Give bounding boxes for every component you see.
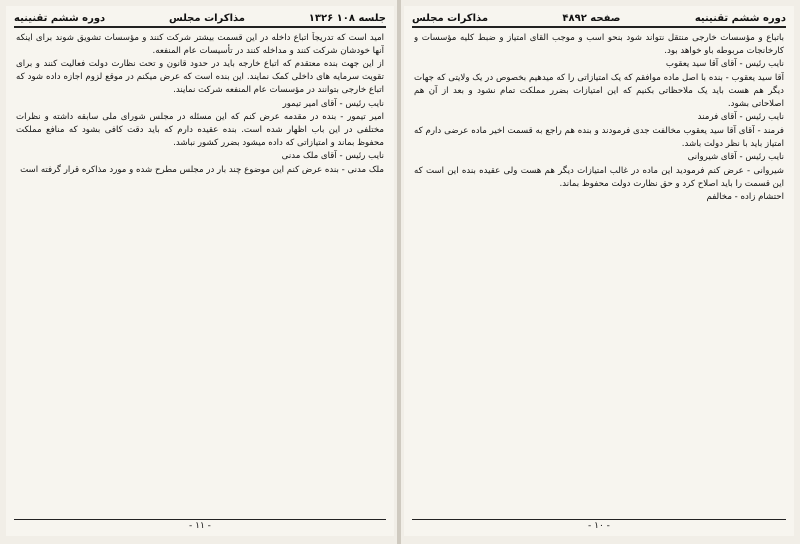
book-gutter — [397, 0, 401, 544]
speaker-line: احتشام زاده - مخالفم — [706, 192, 784, 203]
header-session: دوره ششم تقنينيه — [694, 12, 786, 24]
paragraph: امیر تیمور - بنده در مقدمه عرض کنم که این مسئله در مجلس شورای ملی سابقه داشته و نظرات مختلفی در این باب اظهار شده است. بنده عقیده دارم که باید دقت کافی بشود که منافع مملکت محفوظ بماند و امتیازاتی که داده میشود بضرر کشور نباشد. — [16, 112, 384, 148]
speaker-line: نایب رئیس - آقای آقا سید یعقوب — [665, 59, 784, 70]
speaker-line: نایب رئیس - آقای شیروانی — [687, 152, 784, 163]
page-body — [414, 32, 784, 514]
paragraph: فرمند - آقای آقا سید یعقوب مخالفت جدی فرمودند و بنده هم راجع به قسمت اخیر ماده عرضی دارم که امتیاز باید با نظر دولت باشد. — [414, 125, 784, 149]
paragraph: از این جهت بنده معتقدم که اتباع خارجه باید در حدود قانون و تحت نظارت دولت فعالیت کنند و برای تقویت سرمایه های داخلی کمک نمایند. این بنده است که عرض میکنم در موقع لزوم اجازه داده شود که اتباع خارجی بتوانند در مؤسسات عام المنفعه شرکت نمایند. — [16, 59, 384, 95]
header-date: جلسه ۱۰۸ ۱۳۲۶ — [308, 12, 386, 24]
paragraph: آقا سید یعقوب - بنده با اصل ماده موافقم که یک امتیازاتی را که میدهیم بخصوص در یک ولایتی که جهات دیگر هم هست باید یک ملاحظاتی بکنیم که این امتیازات بضرر مملکت تمام نشود و بعد از آن هم اصلاحاتی بشود. — [414, 73, 784, 109]
page-number: - ۱۱ - — [14, 519, 386, 532]
header-session: دوره ششم تقنينيه — [14, 12, 106, 24]
page-header — [14, 10, 386, 28]
page-body — [16, 32, 384, 514]
page-number: - ۱۰ - — [412, 519, 786, 532]
paragraph: ملک مدنی - بنده عرض کنم این موضوع چند بار در مجلس مطرح شده و مورد مذاکره قرار گرفته است — [20, 165, 384, 176]
left-page — [6, 6, 394, 536]
header-page-label: صفحه ۴۸۹۲ — [562, 12, 621, 24]
speaker-line: نایب رئیس - آقای امیر تیمور — [282, 98, 384, 109]
speaker-line: نایب رئیس - آقای فرمند — [697, 112, 784, 123]
header-title: مذاكرات مجلس — [168, 12, 245, 24]
paragraph: باتباع و مؤسسات خارجی منتقل نتواند شود بنحو اسب و موجب القای امتیاز و ضبط کلیه مؤسسات و کارخانجات مربوطه باو خواهد بود. — [414, 33, 784, 56]
page-header — [412, 10, 786, 28]
header-title: مذاكرات مجلس — [412, 12, 489, 24]
paragraph: شیروانی - عرض کنم فرمودید این ماده در غالب امتیازات دیگر هم هست ولی عقیده بنده این است که این قسمت را باید اصلاح کرد و حق نظارت دولت محفوظ بماند. — [414, 166, 784, 189]
paragraph: امید است که تدریجاً اتباع داخله در این قسمت بیشتر شرکت کنند و مؤسسات تشویق شوند برای اینکه آنها خودشان شرکت کنند و مداخله کنند در تأسیسات عام المنفعه. — [16, 33, 384, 56]
right-page — [404, 6, 794, 536]
speaker-line: نایب رئیس - آقای ملک مدنی — [281, 151, 384, 162]
